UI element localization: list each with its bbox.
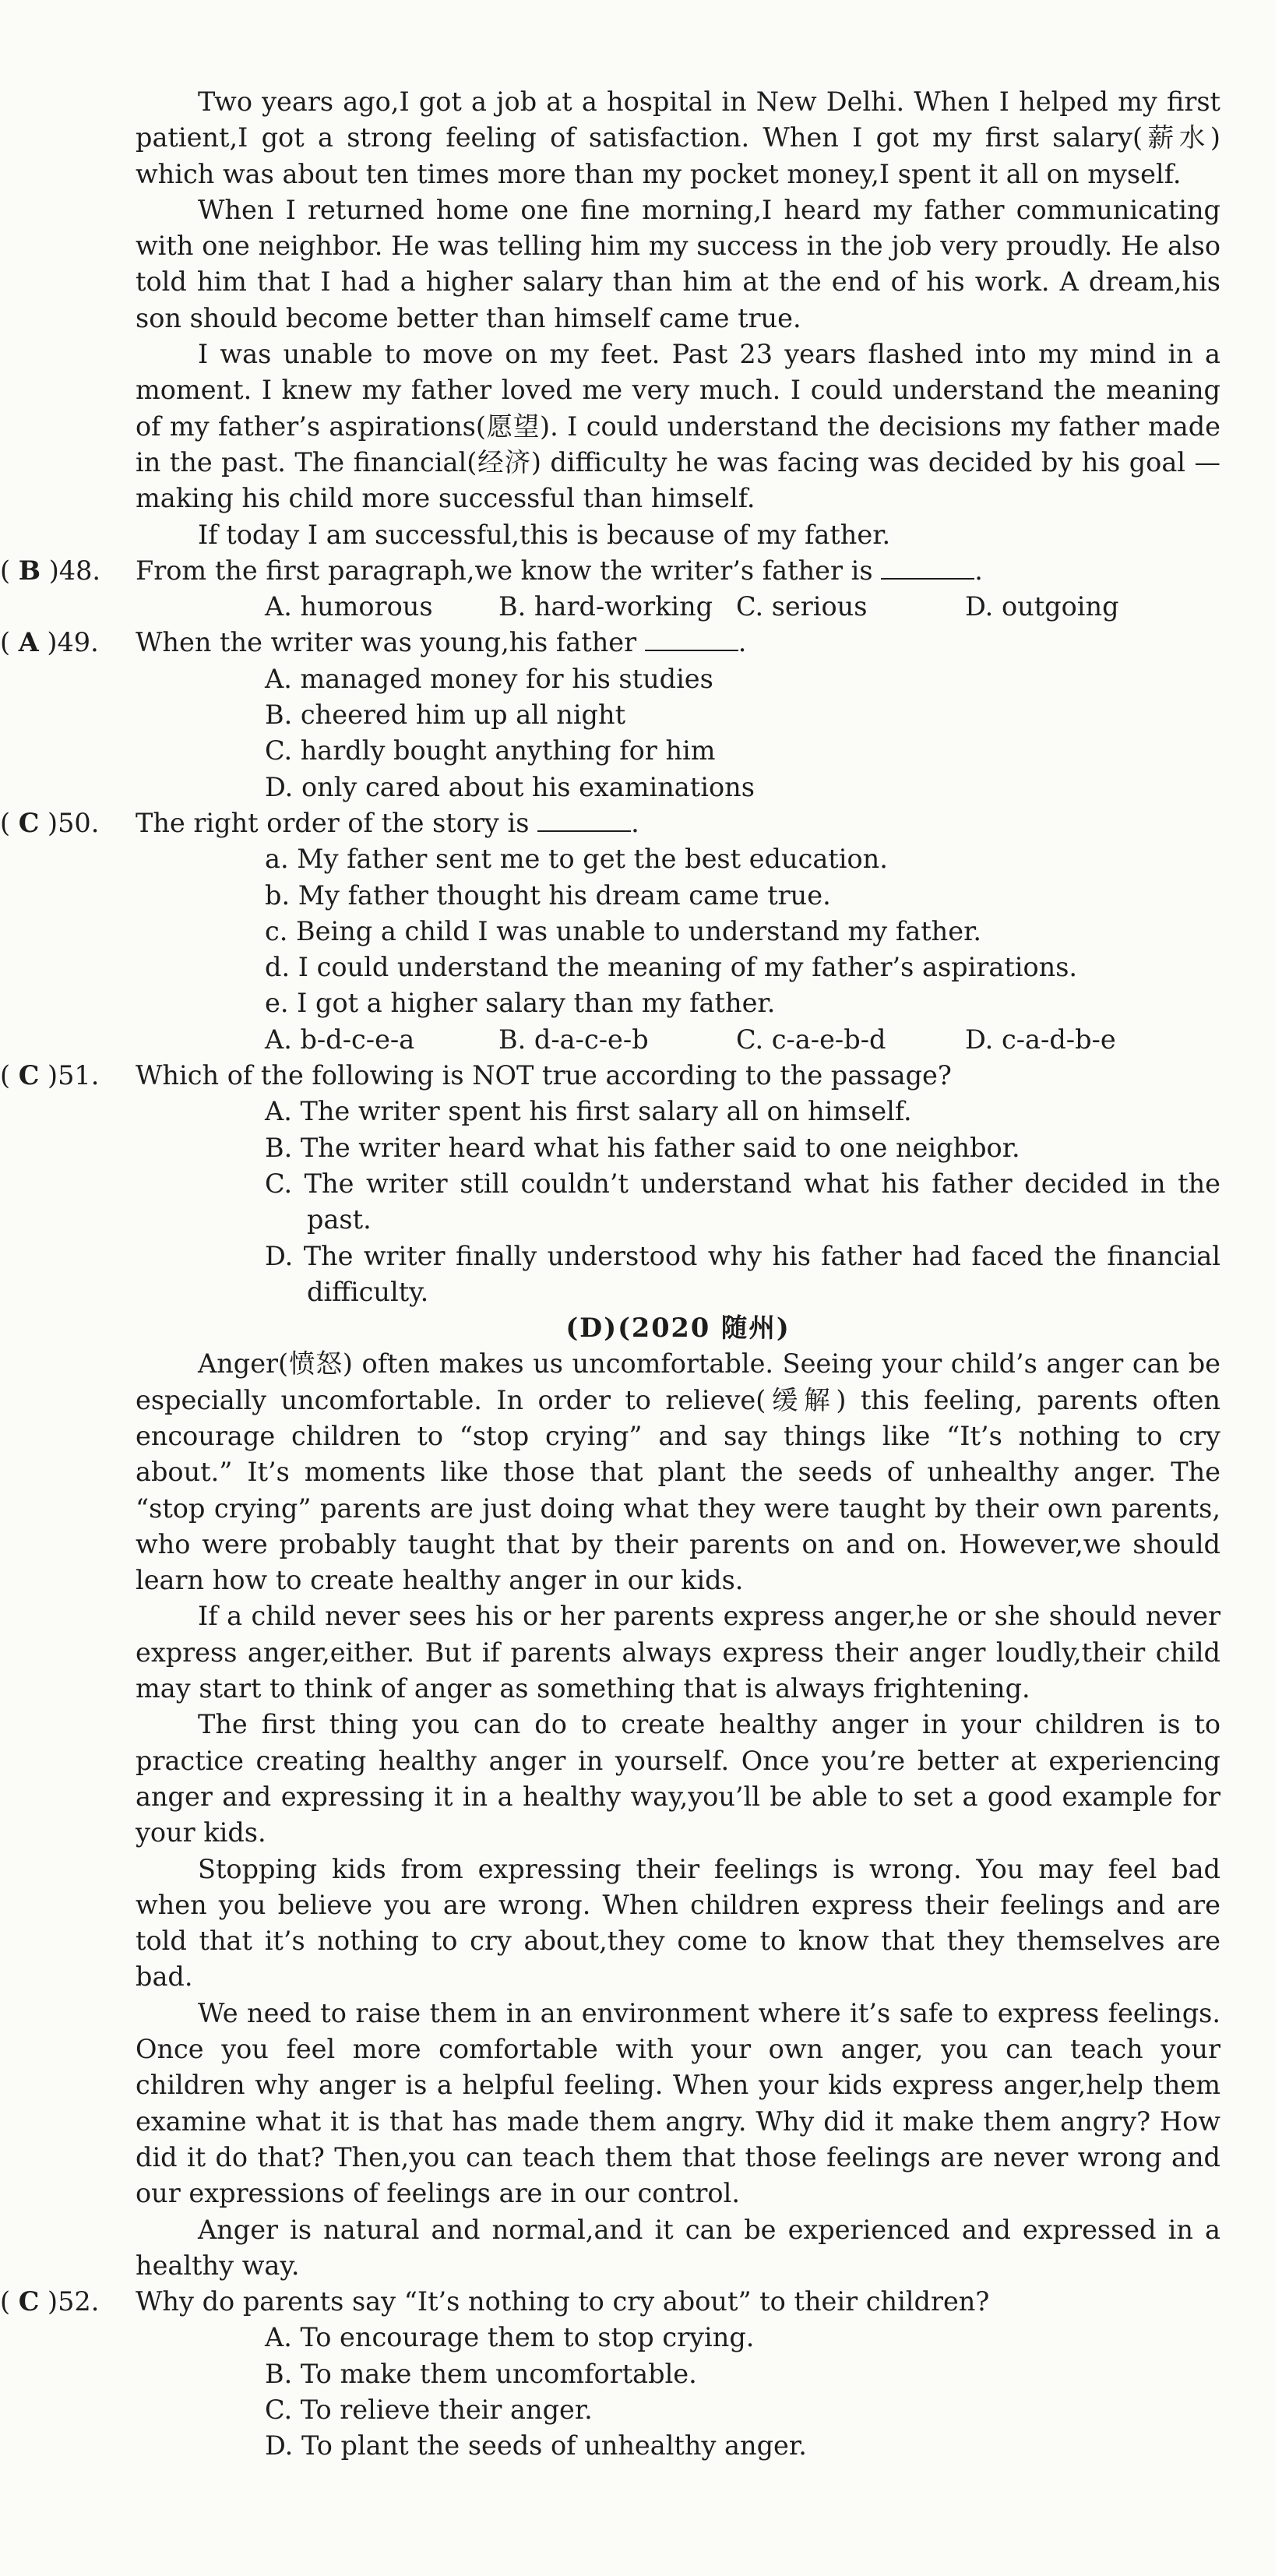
option-d: D. The writer finally understood why his father had faced the financial difficulty. <box>265 1240 1220 1307</box>
question-stem: ( C )50. The right order of the story is . <box>136 805 1220 841</box>
passage-paragraph: When I returned home one fine morning,I heard my father communicating with one neighbor. He was telling him my success in the job very proudly. He also told him that I had a higher salary than him at the end of his work. A dream,his son should become better than himself came true. <box>136 194 1220 333</box>
answer-bracket: ( B )48. <box>0 555 101 586</box>
option-c: C. serious <box>736 591 868 622</box>
answer-blank <box>537 807 631 832</box>
passage-paragraph: If today I am successful,this is because of my father. <box>198 519 891 550</box>
option-b: B. hard-working <box>498 591 713 622</box>
option-b: B. The writer heard what his father said to one neighbor. <box>265 1132 1020 1163</box>
story-item-a: a. My father sent me to get the best education. <box>265 844 888 875</box>
passage-d <box>136 1346 1220 2284</box>
question-number: 48. <box>58 555 101 586</box>
question-51 <box>0 1058 1220 1310</box>
answer-blank <box>645 626 738 651</box>
options-row <box>136 1022 1220 1058</box>
option-a: A. humorous <box>265 591 433 622</box>
option-b: B. d-a-c-e-b <box>498 1024 649 1055</box>
question-number: 52. <box>58 2286 100 2317</box>
question-stem: ( A )49. When the writer was young,his father . <box>136 625 1220 661</box>
passage-paragraph: The first thing you can do to create healthy anger in your children is to practice creating healthy anger in yourself. Once you’re better at experiencing anger and expressing it in a healthy way,you’ll be able to set a good example for your kids. <box>136 1709 1220 1848</box>
answer-bracket: ( C )51. <box>0 1060 100 1091</box>
question-number: 50. <box>58 807 100 838</box>
option-a: A. To encourage them to stop crying. <box>265 2322 755 2353</box>
story-item-b: b. My father thought his dream came true. <box>265 879 831 911</box>
option-c: C. hardly bought anything for him <box>265 735 716 766</box>
question-number: 49. <box>57 627 99 658</box>
question-50 <box>0 805 1220 1058</box>
option-d: D. c-a-d-b-e <box>965 1024 1116 1055</box>
option-a: A. b-d-c-e-a <box>265 1024 415 1055</box>
question-49 <box>0 625 1220 805</box>
question-stem: ( C )52. Why do parents say “It’s nothing to cry about” to their children? <box>136 2284 1220 2320</box>
option-d: D. outgoing <box>965 591 1119 622</box>
option-c: C. c-a-e-b-d <box>736 1024 886 1055</box>
option-c: C. The writer still couldn’t understand what his father decided in the past. <box>265 1168 1220 1235</box>
question-number: 51. <box>58 1060 100 1091</box>
answer-letter: B <box>18 555 41 586</box>
passage-paragraph: Two years ago,I got a job at a hospital in New Delhi. When I helped my first patient,I got a strong feeling of satisfaction. When I got my first salary(薪水) which was about ten times more than my pocket money,I spent it all on myself. <box>136 86 1220 189</box>
passage-paragraph: We need to raise them in an environment where it’s safe to express feelings. Once you feel more comfortable with your own anger, you can teach your children why anger is a helpful feeling. When your kids express anger,help them examine what it is that has made them angry. Why did it make them angry? How did it do that? Then,you can teach them that those feelings are never wrong and our expressions of feelings are in our control. <box>136 1997 1220 2209</box>
question-48 <box>0 553 1220 625</box>
answer-letter: C <box>18 807 40 838</box>
passage-paragraph: Stopping kids from expressing their feelings is wrong. You may feel bad when you believe you are wrong. When children express their feelings and are told that it’s nothing to cry about,they come to know that they themselves are bad. <box>136 1853 1220 1993</box>
option-b: B. To make them uncomfortable. <box>265 2358 697 2389</box>
options-row <box>136 589 1220 625</box>
option-a: A. The writer spent his first salary all on himself. <box>265 1096 912 1127</box>
answer-bracket: ( C )52. <box>0 2286 100 2317</box>
question-stem: ( C )51. Which of the following is NOT true according to the passage? <box>136 1058 1220 1094</box>
option-b: B. cheered him up all night <box>265 700 626 731</box>
section-title-d: (D)(2020 随州) <box>565 1313 791 1344</box>
story-item-c: c. Being a child I was unable to understand my father. <box>265 915 982 946</box>
story-item-e: e. I got a higher salary than my father. <box>265 988 776 1019</box>
answer-bracket: ( C )50. <box>0 807 100 838</box>
question-stem: ( B )48. From the first paragraph,we know the writer’s father is . <box>136 553 1220 589</box>
option-a: A. managed money for his studies <box>265 663 713 694</box>
answer-bracket: ( A )49. <box>0 627 99 658</box>
story-item-d: d. I could understand the meaning of my father’s aspirations. <box>265 952 1078 983</box>
question-52 <box>0 2284 1220 2464</box>
passage-paragraph: Anger(愤怒) often makes us uncomfortable. Seeing your child’s anger can be especially uncomfortable. In order to relieve(缓解) this feeling, parents often encourage children to “stop crying” and say things like “It’s nothing to cry about.” It’s moments like those that plant the seeds of unhealthy anger. The “stop crying” parents are just doing what they were taught by their own parents, who were probably taught that by their parents on and on. However,we should learn how to create healthy anger in our kids. <box>136 1348 1220 1596</box>
answer-blank <box>881 555 974 580</box>
option-d: D. To plant the seeds of unhealthy anger. <box>265 2430 807 2461</box>
passage-paragraph: If a child never sees his or her parents express anger,he or she should never express anger,either. But if parents always express their anger loudly,their child may start to think of anger as something that is always frightening. <box>136 1601 1220 1704</box>
passage-paragraph: I was unable to move on my feet. Past 23 years flashed into my mind in a moment. I knew my father loved me very much. I could understand the meaning of my father’s aspirations(愿望). I could understand the decisions my father made in the past. The financial(经济) difficulty he was facing was decided by his goal — making his child more successful than himself. <box>136 339 1220 514</box>
answer-letter: C <box>18 1060 40 1091</box>
answer-letter: C <box>18 2286 40 2317</box>
option-c: C. To relieve their anger. <box>265 2395 593 2425</box>
option-d: D. only cared about his examinations <box>265 771 755 802</box>
answer-letter: A <box>18 627 39 658</box>
passage-paragraph: Anger is natural and normal,and it can be experienced and expressed in a healthy way. <box>136 2214 1220 2281</box>
passage-c <box>136 84 1220 553</box>
